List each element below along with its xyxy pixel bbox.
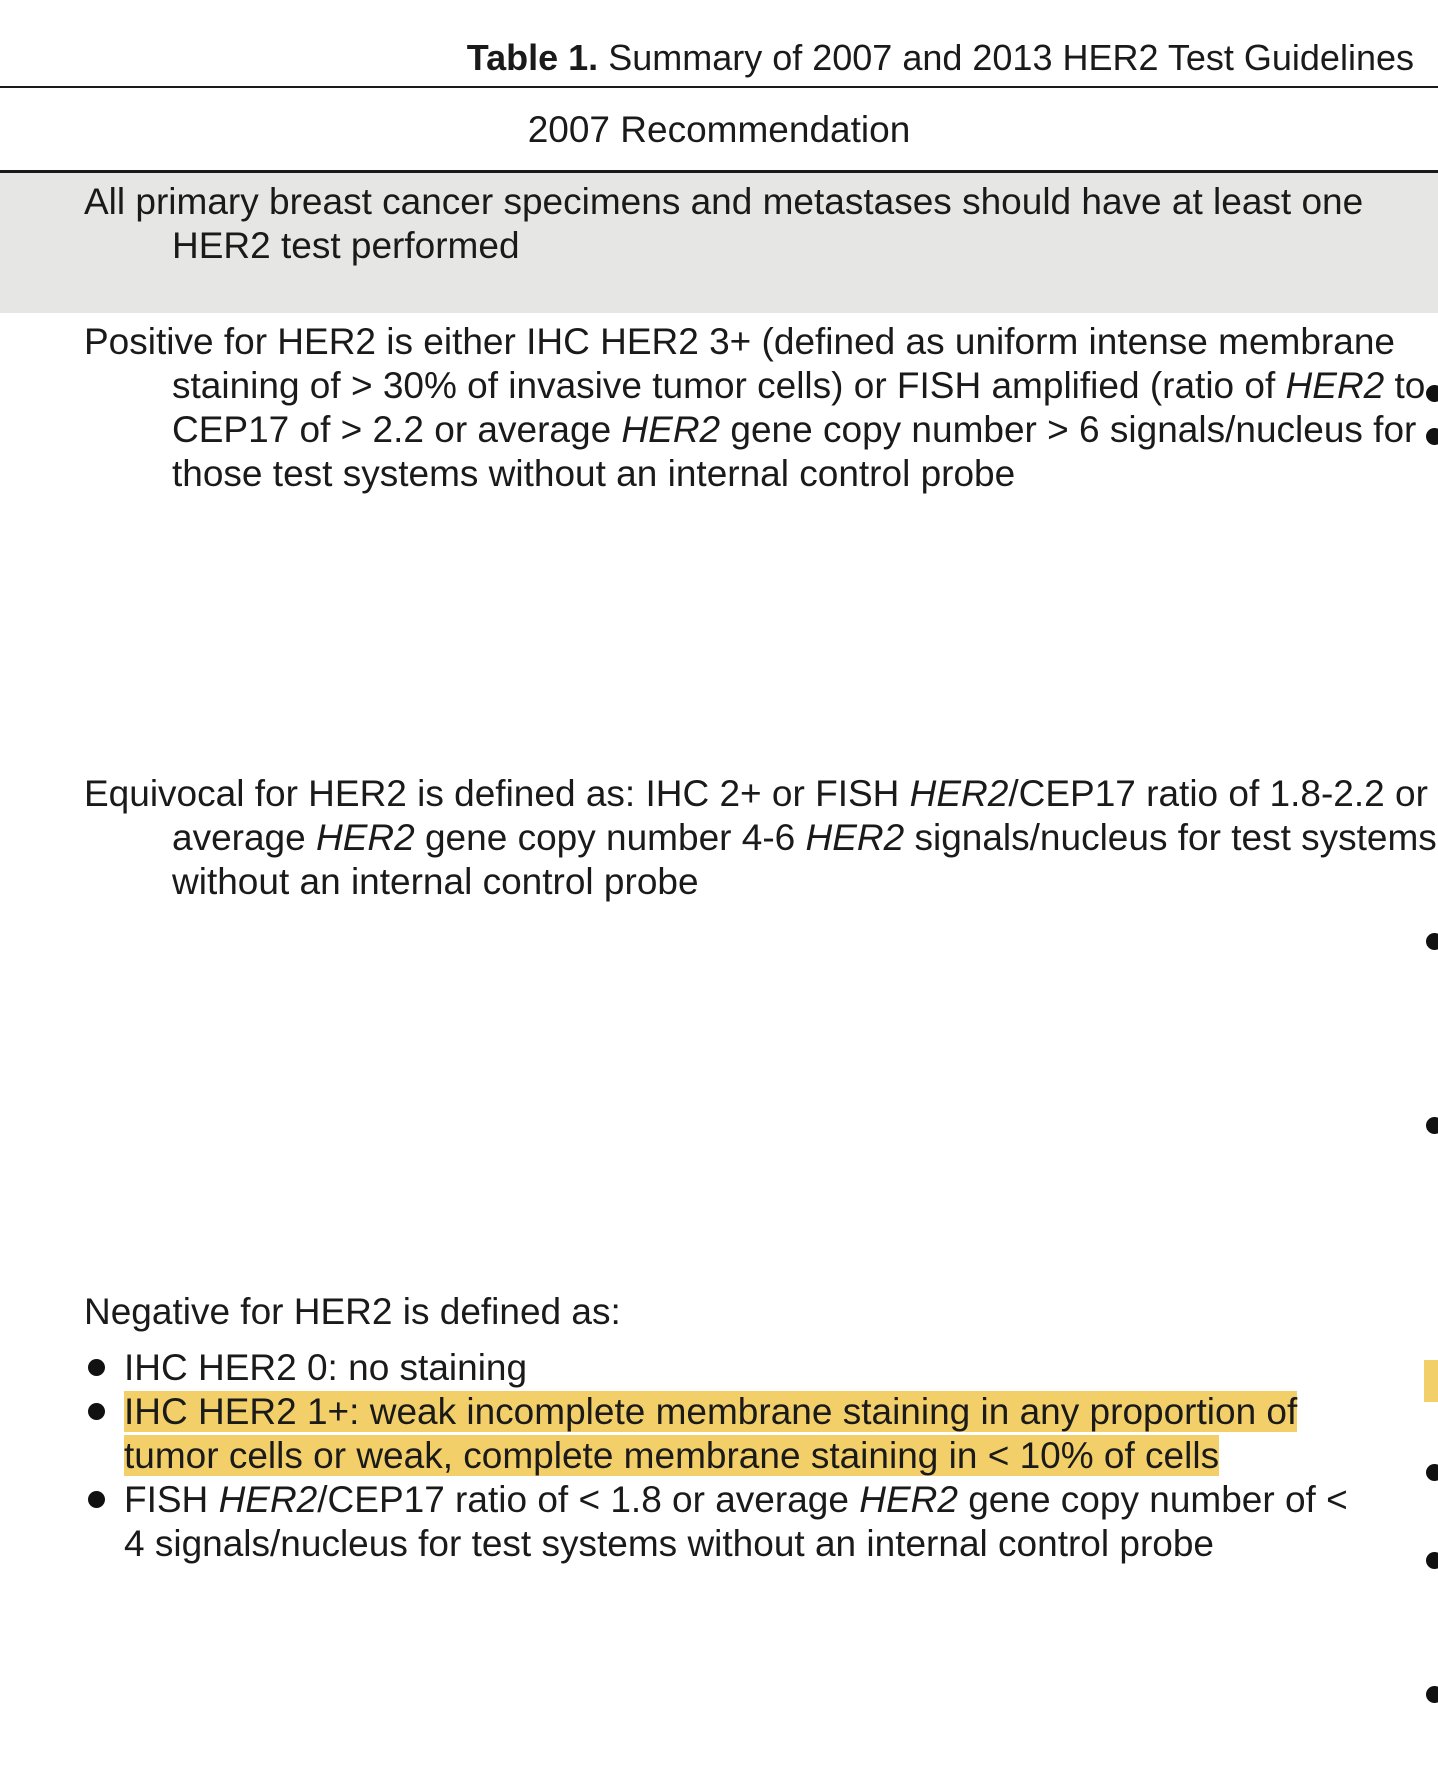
- table-caption-text: Summary of 2007 and 2013 HER2 Test Guidelines: [608, 37, 1414, 78]
- list-item: [84, 1346, 1364, 1390]
- clipped-bullet-icon: [1426, 385, 1438, 402]
- table-top-rule: [0, 86, 1438, 88]
- clipped-bullet-icon: [1426, 1464, 1438, 1481]
- column-header-2007: 2007 Recommendation: [527, 109, 911, 150]
- clipped-bullet-icon: [1426, 1552, 1438, 1569]
- negative-criteria-list: [84, 1346, 1364, 1566]
- highlighted-text: IHC HER2 1+: weak incomplete membrane staining in any proportion of tumor cells or weak, complete membrane staining in < 10% of cells: [124, 1391, 1298, 1476]
- row-text: gene copy number 4-6: [414, 817, 806, 858]
- list-item: [84, 1390, 1364, 1478]
- table-row-positive: [84, 320, 1438, 496]
- gene-name: HER2: [316, 817, 415, 858]
- bullet-text: IHC HER2 0: no staining: [124, 1347, 528, 1388]
- table-caption-label: Table 1.: [466, 37, 599, 78]
- clipped-bullet-icon: [1426, 1117, 1438, 1134]
- clipped-bullet-icon: [1426, 1686, 1438, 1703]
- row-text: signals/nucleus for test systems without an internal control probe: [172, 817, 1437, 902]
- gene-name: HER2: [909, 773, 1009, 814]
- row-text: /CEP17 ratio of 1.8-2.2 or average: [172, 773, 1428, 858]
- row-text: Equivocal for HER2 is defined as: IHC 2+ or FISH: [84, 773, 910, 814]
- bullet-text: /CEP17 ratio of < 1.8 or average: [317, 1479, 860, 1520]
- bullet-icon: [88, 1359, 105, 1376]
- table-caption: [467, 36, 1414, 80]
- clipped-highlight: [1424, 1360, 1438, 1402]
- negative-intro: Negative for HER2 is defined as:: [84, 1291, 621, 1332]
- bullet-icon: [88, 1491, 105, 1508]
- gene-name: HER2: [1285, 365, 1385, 406]
- row-text: All primary breast cancer specimens and metastases should have at least one HER2 test performed: [84, 181, 1364, 266]
- bullet-text: FISH: [124, 1479, 219, 1520]
- gene-name: HER2: [805, 817, 905, 858]
- gene-name: HER2: [859, 1479, 958, 1520]
- clipped-bullet-icon: [1426, 933, 1438, 950]
- list-item: [84, 1478, 1364, 1566]
- row-text: gene copy number > 6 signals/nucleus for those test systems without an internal control probe: [172, 409, 1417, 494]
- table-row-equivocal: [84, 772, 1438, 904]
- table-row-testing: [84, 180, 1438, 268]
- table-row-negative: [84, 1290, 1364, 1566]
- row-text: Positive for HER2 is either IHC HER2 3+ (defined as uniform intense membrane staining of > 30% of invasive tumor cells) or FISH amplified (ratio of: [84, 321, 1395, 406]
- row-text: to CEP17 of > 2.2 or average: [172, 365, 1426, 450]
- bullet-icon: [88, 1403, 105, 1420]
- gene-name: HER2: [218, 1479, 318, 1520]
- clipped-bullet-icon: [1426, 428, 1438, 445]
- gene-name: HER2: [621, 409, 721, 450]
- bullet-text: gene copy number of < 4 signals/nucleus for test systems without an internal control probe: [124, 1479, 1348, 1564]
